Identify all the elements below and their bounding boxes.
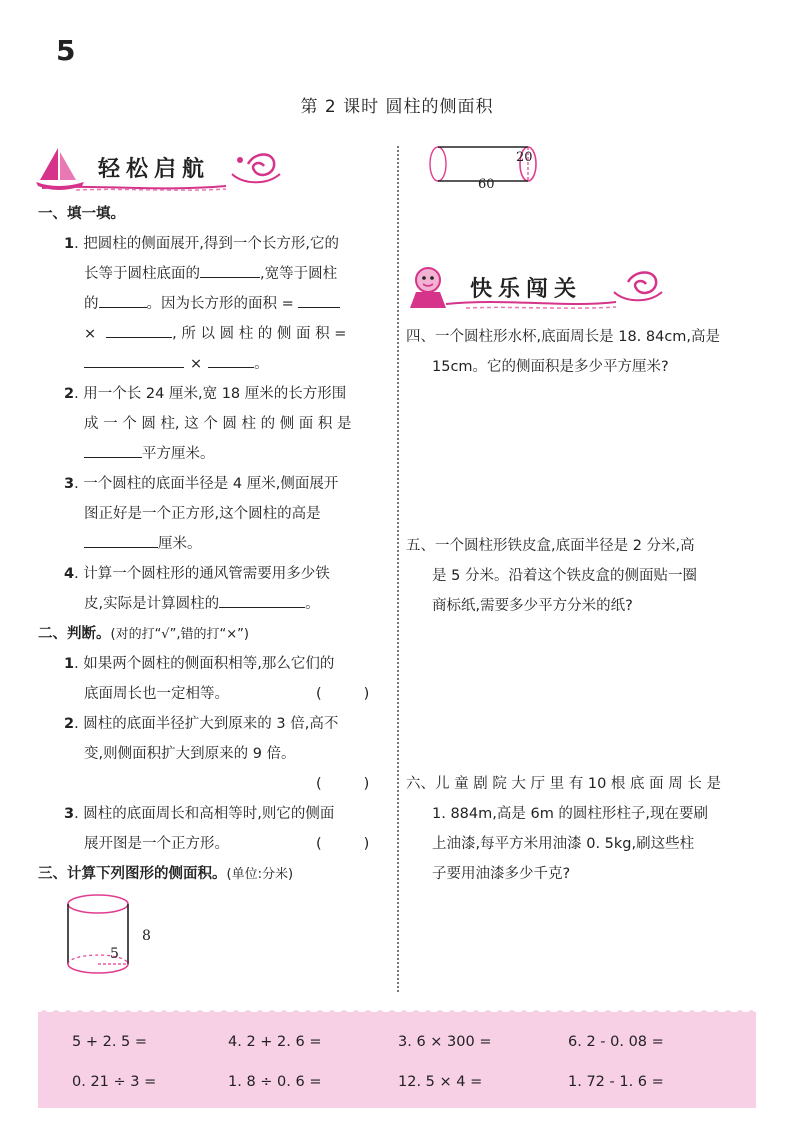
part4-line1: 四、一个圆柱形水杯,底面周长是 18. 84cm,高是 (406, 329, 721, 345)
judge1-line2: 底面周长也一定相等。 (84, 686, 229, 702)
q1-line1: 1. 把圆柱的侧面展开,得到一个长方形,它的 (64, 236, 340, 252)
math-item: 6. 2 - 0. 08 = (568, 1034, 664, 1050)
part4-line2: 15cm。它的侧面积是多少平方厘米? (432, 359, 669, 375)
part1-heading: 一、填一填。 (38, 206, 125, 222)
answer-blank[interactable] (84, 349, 184, 368)
part6-line3: 上油漆,每平方米用油漆 0. 5kg,刷这些柱 (432, 836, 695, 852)
judge2-paren[interactable]: ( ) (316, 776, 370, 792)
judge1-line1: 1. 如果两个圆柱的侧面积相等,那么它们的 (64, 656, 335, 672)
page-number: 5 (56, 34, 76, 67)
q2-line3: 平方厘米。 (84, 439, 215, 469)
q3-line1: 3. 一个圆柱的底面半径是 4 厘米,侧面展开 (64, 476, 339, 492)
answer-blank[interactable] (99, 289, 147, 308)
q2-line1: 2. 用一个长 24 厘米,宽 18 厘米的长方形围 (64, 386, 347, 402)
answer-blank[interactable] (219, 589, 305, 608)
mental-math-band (38, 1012, 756, 1108)
answer-blank[interactable] (84, 529, 158, 548)
right-banner-label: 快乐闯关 (470, 277, 583, 302)
part5-line1: 五、一个圆柱形铁皮盒,底面半径是 2 分米,高 (406, 538, 695, 554)
column-divider (397, 146, 399, 992)
math-item: 4. 2 + 2. 6 = (228, 1034, 322, 1050)
q3-line2: 图正好是一个正方形,这个圆柱的高是 (84, 506, 321, 522)
answer-blank[interactable] (200, 259, 260, 278)
right-banner (406, 264, 666, 312)
left-banner-label: 轻松启航 (98, 157, 211, 182)
left-banner (36, 144, 286, 194)
judge3-paren[interactable]: ( ) (316, 836, 370, 852)
math-item: 12. 5 × 4 = (398, 1074, 483, 1090)
q1-line3: 的 。因为长方形的面积 = (84, 289, 340, 319)
part6-line1: 六、儿 童 剧 院 大 厅 里 有 10 根 底 面 周 长 是 (406, 776, 721, 792)
q1-line5: × 。 (84, 349, 269, 379)
q3-line3: 厘米。 (84, 529, 202, 559)
part3-heading-row: 三、计算下列图形的侧面积。(单位:分米) (38, 866, 294, 882)
q1-line2: 长等于圆柱底面的 ,宽等于圆柱 (84, 259, 337, 289)
part6-line2: 1. 884m,高是 6m 的圆柱形柱子,现在要刷 (432, 806, 709, 822)
answer-blank[interactable] (208, 349, 254, 368)
cylinder-radius-label: 5 (110, 946, 119, 962)
math-item: 1. 72 - 1. 6 = (568, 1074, 664, 1090)
cylinder-diameter-label: 20 (516, 150, 533, 165)
math-item: 1. 8 ÷ 0. 6 = (228, 1074, 322, 1090)
math-item: 0. 21 ÷ 3 = (72, 1074, 157, 1090)
q1-line4: × , 所 以 圆 柱 的 侧 面 积 = (84, 319, 346, 349)
judge1-paren[interactable]: ( ) (316, 686, 370, 702)
lesson-title: 第 2 课时 圆柱的侧面积 (300, 97, 494, 117)
judge3-line2: 展开图是一个正方形。 (84, 836, 229, 852)
math-item: 5 + 2. 5 = (72, 1034, 148, 1050)
q2-line2: 成 一 个 圆 柱, 这 个 圆 柱 的 侧 面 积 是 (84, 416, 352, 432)
cylinder-length-label: 60 (478, 177, 495, 192)
part5-line2: 是 5 分米。沿着这个铁皮盒的侧面贴一圈 (432, 568, 697, 584)
part5-line3: 商标纸,需要多少平方分米的纸? (432, 598, 633, 614)
answer-blank[interactable] (84, 439, 142, 458)
judge2-line2: 变,则侧面积扩大到原来的 9 倍。 (84, 746, 296, 762)
answer-blank[interactable] (298, 289, 340, 308)
judge3-line1: 3. 圆柱的底面周长和高相等时,则它的侧面 (64, 806, 335, 822)
q4-line2: 皮,实际是计算圆柱的 。 (84, 589, 320, 619)
cylinder-height-label: 8 (142, 928, 151, 944)
math-item: 3. 6 × 300 = (398, 1034, 492, 1050)
answer-blank[interactable] (106, 319, 172, 338)
judge2-line1: 2. 圆柱的底面半径扩大到原来的 3 倍,高不 (64, 716, 339, 732)
q4-line1: 4. 计算一个圆柱形的通风管需要用多少铁 (64, 566, 330, 582)
part2-heading-row: 二、判断。(对的打“√”,错的打“×”) (38, 626, 249, 642)
part6-line4: 子要用油漆多少千克? (432, 866, 571, 882)
